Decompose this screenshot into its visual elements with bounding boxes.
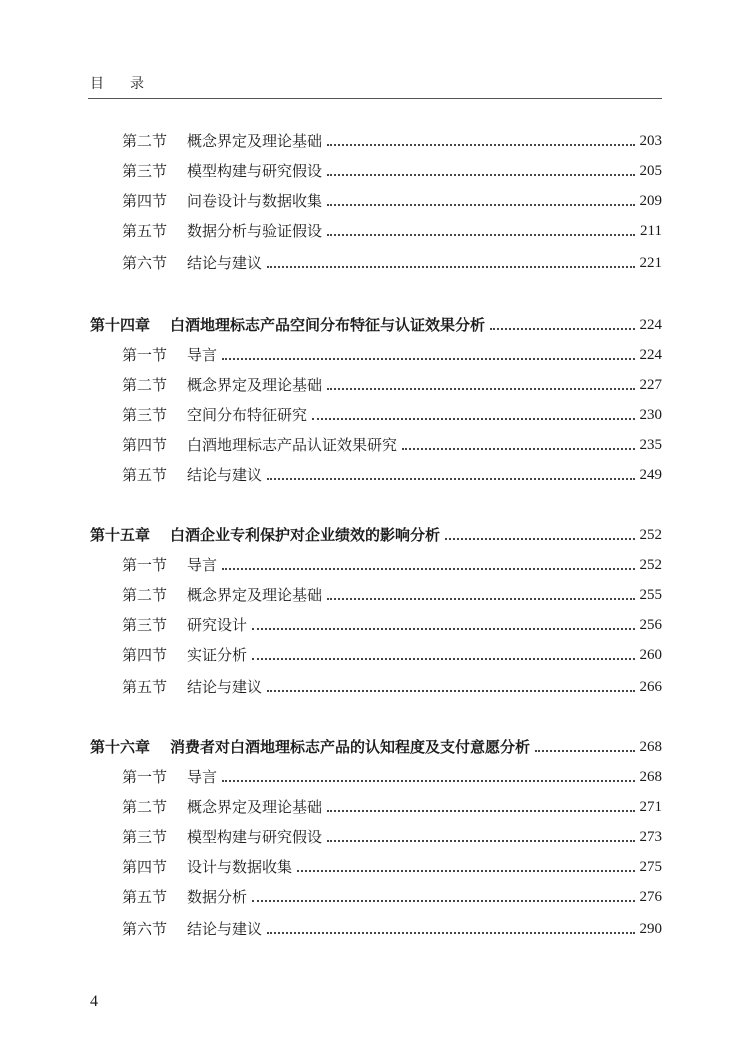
entry-number: 第四节	[122, 192, 168, 210]
dot-leader	[267, 266, 634, 268]
entry-number: 第十五章	[90, 526, 151, 544]
entry-number: 第四节	[122, 858, 168, 876]
entry-number: 第五节	[122, 466, 168, 484]
entry-title: 消费者对白酒地理标志产品的认知程度及支付意愿分析	[170, 738, 531, 756]
entry-title: 结论与建议	[187, 466, 263, 484]
header-rule	[88, 98, 662, 99]
toc-section-entry	[122, 220, 662, 242]
entry-title: 结论与建议	[187, 920, 263, 938]
entry-page-number: 235	[639, 437, 662, 453]
entry-page-number: 290	[639, 921, 662, 937]
dot-leader	[267, 932, 634, 934]
toc-section-entry	[122, 252, 662, 274]
entry-title: 数据分析	[187, 888, 248, 906]
entry-number: 第六节	[122, 254, 168, 272]
toc-section-entry	[122, 404, 662, 426]
entry-title: 导言	[187, 556, 218, 574]
entry-title: 模型构建与研究假设	[187, 162, 323, 180]
dot-leader	[327, 810, 634, 812]
dot-leader	[327, 840, 634, 842]
toc-section-entry	[122, 886, 662, 908]
entry-page-number: 205	[639, 163, 662, 179]
toc-chapter-entry	[90, 314, 662, 336]
dot-leader	[327, 234, 635, 236]
entry-page-number: 256	[639, 617, 662, 633]
toc-section-entry	[122, 160, 662, 182]
entry-title: 概念界定及理论基础	[187, 798, 323, 816]
entry-page-number: 203	[639, 133, 662, 149]
dot-leader	[222, 358, 634, 360]
entry-number: 第一节	[122, 768, 168, 786]
entry-number: 第十六章	[90, 738, 151, 756]
toc-section-entry	[122, 644, 662, 666]
toc-section-entry	[122, 796, 662, 818]
toc-section-entry	[122, 374, 662, 396]
toc-chapter-entry	[90, 524, 662, 546]
toc-section-entry	[122, 344, 662, 366]
entry-page-number: 221	[639, 255, 662, 271]
entry-title: 实证分析	[187, 646, 248, 664]
dot-leader	[297, 870, 634, 872]
entry-page-number: 268	[639, 769, 662, 785]
entry-title: 概念界定及理论基础	[187, 376, 323, 394]
dot-leader	[327, 144, 634, 146]
entry-title: 设计与数据收集	[187, 858, 293, 876]
entry-page-number: 266	[639, 679, 662, 695]
entry-title: 空间分布特征研究	[187, 406, 308, 424]
dot-leader	[327, 204, 634, 206]
entry-page-number: 276	[639, 889, 662, 905]
entry-number: 第三节	[122, 162, 168, 180]
entry-page-number: 224	[639, 317, 662, 333]
entry-page-number: 252	[639, 557, 662, 573]
toc-section-entry	[122, 190, 662, 212]
dot-leader	[445, 538, 634, 540]
entry-number: 第五节	[122, 222, 168, 240]
dot-leader	[327, 174, 634, 176]
entry-title: 结论与建议	[187, 254, 263, 272]
entry-number: 第五节	[122, 888, 168, 906]
entry-title: 白酒地理标志产品认证效果研究	[187, 436, 398, 454]
dot-leader	[252, 658, 634, 660]
entry-number: 第三节	[122, 406, 168, 424]
toc-section-entry	[122, 856, 662, 878]
dot-leader	[267, 690, 634, 692]
toc-section-entry	[122, 614, 662, 636]
entry-page-number: 273	[639, 829, 662, 845]
entry-number: 第一节	[122, 346, 168, 364]
toc-section-entry	[122, 584, 662, 606]
entry-number: 第二节	[122, 586, 168, 604]
entry-page-number: 252	[639, 527, 662, 543]
dot-leader	[327, 388, 634, 390]
page-number: 4	[90, 993, 98, 1010]
entry-page-number: 211	[640, 223, 662, 239]
dot-leader	[535, 750, 634, 752]
entry-title: 导言	[187, 768, 218, 786]
entry-number: 第四节	[122, 436, 168, 454]
entry-title: 概念界定及理论基础	[187, 586, 323, 604]
entry-title: 概念界定及理论基础	[187, 132, 323, 150]
entry-number: 第二节	[122, 132, 168, 150]
toc-section-entry	[122, 676, 662, 698]
dot-leader	[402, 448, 634, 450]
entry-title: 导言	[187, 346, 218, 364]
entry-page-number: 275	[639, 859, 662, 875]
entry-number: 第三节	[122, 616, 168, 634]
entry-page-number: 271	[639, 799, 662, 815]
entry-title: 白酒地理标志产品空间分布特征与认证效果分析	[170, 316, 486, 334]
dot-leader	[252, 628, 634, 630]
entry-number: 第二节	[122, 376, 168, 394]
entry-title: 问卷设计与数据收集	[187, 192, 323, 210]
dot-leader	[222, 780, 634, 782]
dot-leader	[490, 328, 634, 330]
entry-page-number: 227	[639, 377, 662, 393]
toc-section-entry	[122, 434, 662, 456]
header-char-1: 目	[90, 76, 104, 92]
dot-leader	[312, 418, 634, 420]
entry-page-number: 230	[639, 407, 662, 423]
entry-title: 白酒企业专利保护对企业绩效的影响分析	[170, 526, 441, 544]
toc-section-entry	[122, 918, 662, 940]
toc-section-entry	[122, 130, 662, 152]
dot-leader	[222, 568, 634, 570]
toc-chapter-entry	[90, 736, 662, 758]
entry-page-number: 249	[639, 467, 662, 483]
entry-page-number: 260	[639, 647, 662, 663]
entry-number: 第二节	[122, 798, 168, 816]
entry-page-number: 255	[639, 587, 662, 603]
entry-title: 数据分析与验证假设	[187, 222, 323, 240]
entry-number: 第四节	[122, 646, 168, 664]
entry-number: 第一节	[122, 556, 168, 574]
entry-number: 第三节	[122, 828, 168, 846]
dot-leader	[327, 598, 634, 600]
entry-page-number: 209	[639, 193, 662, 209]
entry-title: 模型构建与研究假设	[187, 828, 323, 846]
entry-number: 第五节	[122, 678, 168, 696]
toc-section-entry	[122, 826, 662, 848]
toc-section-entry	[122, 554, 662, 576]
entry-title: 研究设计	[187, 616, 248, 634]
running-header	[90, 73, 144, 93]
dot-leader	[252, 900, 634, 902]
header-char-2: 录	[130, 76, 144, 92]
entry-title: 结论与建议	[187, 678, 263, 696]
entry-page-number: 224	[639, 347, 662, 363]
entry-number: 第六节	[122, 920, 168, 938]
toc-section-entry	[122, 464, 662, 486]
entry-number: 第十四章	[90, 316, 151, 334]
dot-leader	[267, 478, 634, 480]
toc-section-entry	[122, 766, 662, 788]
entry-page-number: 268	[639, 739, 662, 755]
